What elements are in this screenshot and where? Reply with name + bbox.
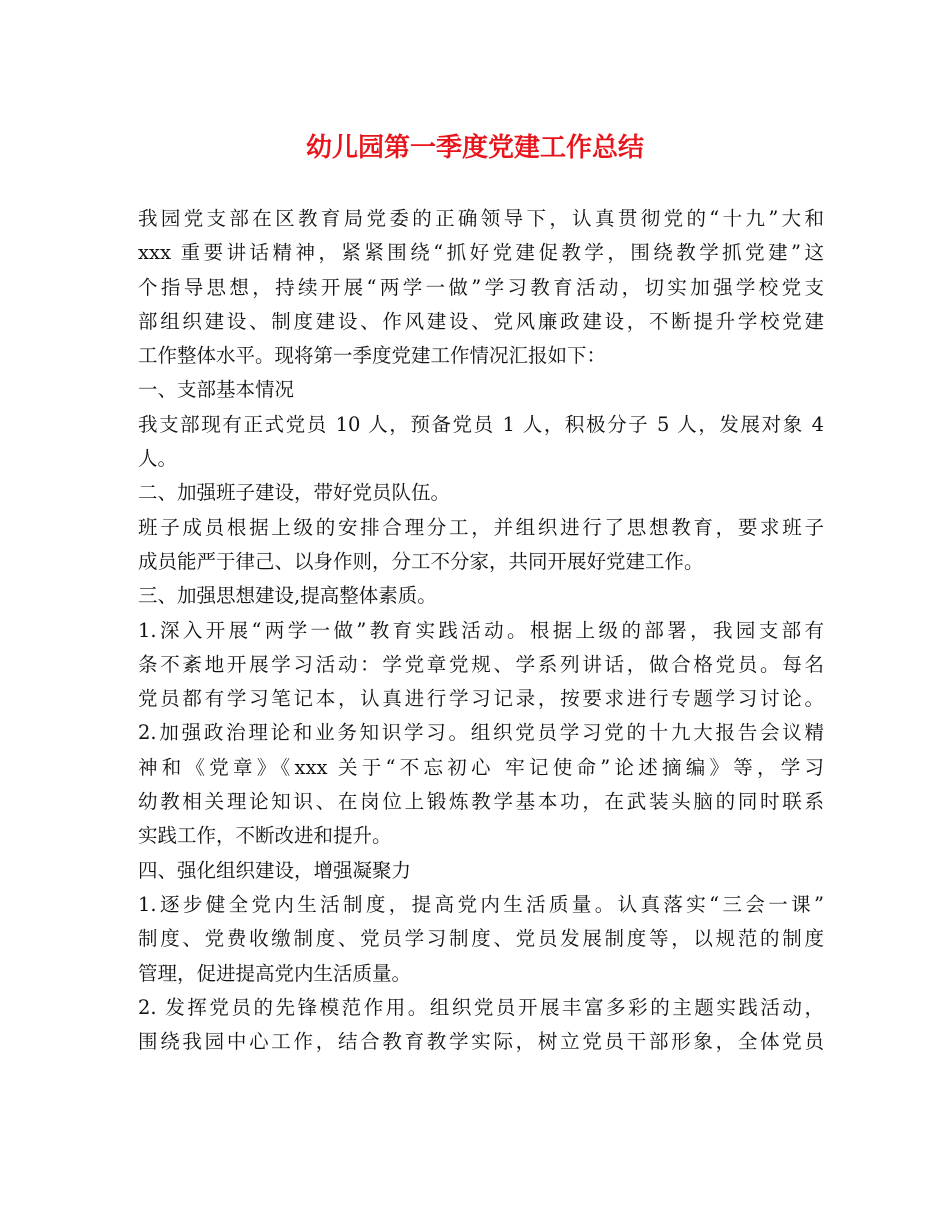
paragraph-line: 工作整体水平。现将第一季度党建工作情况汇报如下：: [138, 344, 607, 368]
section-heading: 四、强化组织建设，增强凝聚力: [138, 858, 412, 882]
paragraph-line: 2. 发挥党员的先锋模范作用。组织党员开展丰富多彩的主题实践活动，: [138, 995, 824, 1019]
paragraph-line: 管理，促进提高党内生活质量。: [138, 961, 412, 985]
paragraph-line: xxx 重要讲话精神，紧紧围绕“抓好党建促教学，围绕教学抓党建”这: [138, 241, 824, 265]
paragraph-line: 班子成员根据上级的安排合理分工，并组织进行了思想教育，要求班子: [138, 515, 824, 539]
paragraph-line: 个指导思想，持续开展“两学一做”学习教育活动，切实加强学校党支: [138, 275, 824, 299]
paragraph-line: 2.加强政治理论和业务知识学习。组织党员学习党的十九大报告会议精: [138, 721, 824, 745]
section-heading: 一、支部基本情况: [138, 378, 295, 402]
paragraph-line: 神和《党章》《xxx 关于“不忘初心 牢记使命”论述摘编》等，学习: [138, 755, 824, 779]
paragraph-line: 实践工作，不断改进和提升。: [138, 824, 392, 848]
paragraph-line: 党员都有学习笔记本，认真进行学习记录，按要求进行专题学习讨论。: [138, 687, 824, 711]
section-heading: 三、加强思想建设,提高整体素质。: [138, 584, 437, 608]
paragraph-line: 1.深入开展“两学一做”教育实践活动。根据上级的部署，我园支部有: [138, 618, 824, 642]
section-heading: 二、加强班子建设，带好党员队伍。: [138, 481, 451, 505]
paragraph-line: 围绕我园中心工作，结合教育教学实际，树立党员干部形象，全体党员: [138, 1030, 824, 1054]
document-title: 幼儿园第一季度党建工作总结: [305, 133, 644, 163]
paragraph-line: 制度、党费收缴制度、党员学习制度、党员发展制度等，以规范的制度: [138, 927, 824, 951]
document-body: [138, 202, 824, 1059]
paragraph-line: 我支部现有正式党员 10 人，预备党员 1 人，积极分子 5 人，发展对象 4: [138, 412, 824, 436]
paragraph-line: 成员能严于律己、以身作则，分工不分家，共同开展好党建工作。: [138, 549, 704, 573]
paragraph-line: 条不紊地开展学习活动：学党章党规、学系列讲话，做合格党员。每名: [138, 652, 824, 676]
paragraph-line: 我园党支部在区教育局党委的正确领导下，认真贯彻党的“十九”大和: [138, 207, 824, 230]
paragraph-line: 幼教相关理论知识、在岗位上锻炼教学基本功，在武装头脑的同时联系: [138, 790, 824, 814]
paragraph-line: 1.逐步健全党内生活制度，提高党内生活质量。认真落实“三会一课”: [138, 892, 824, 916]
paragraph-line: 部组织建设、制度建设、作风建设、党风廉政建设，不断提升学校党建: [138, 309, 824, 333]
paragraph-line: 人。: [138, 447, 178, 471]
